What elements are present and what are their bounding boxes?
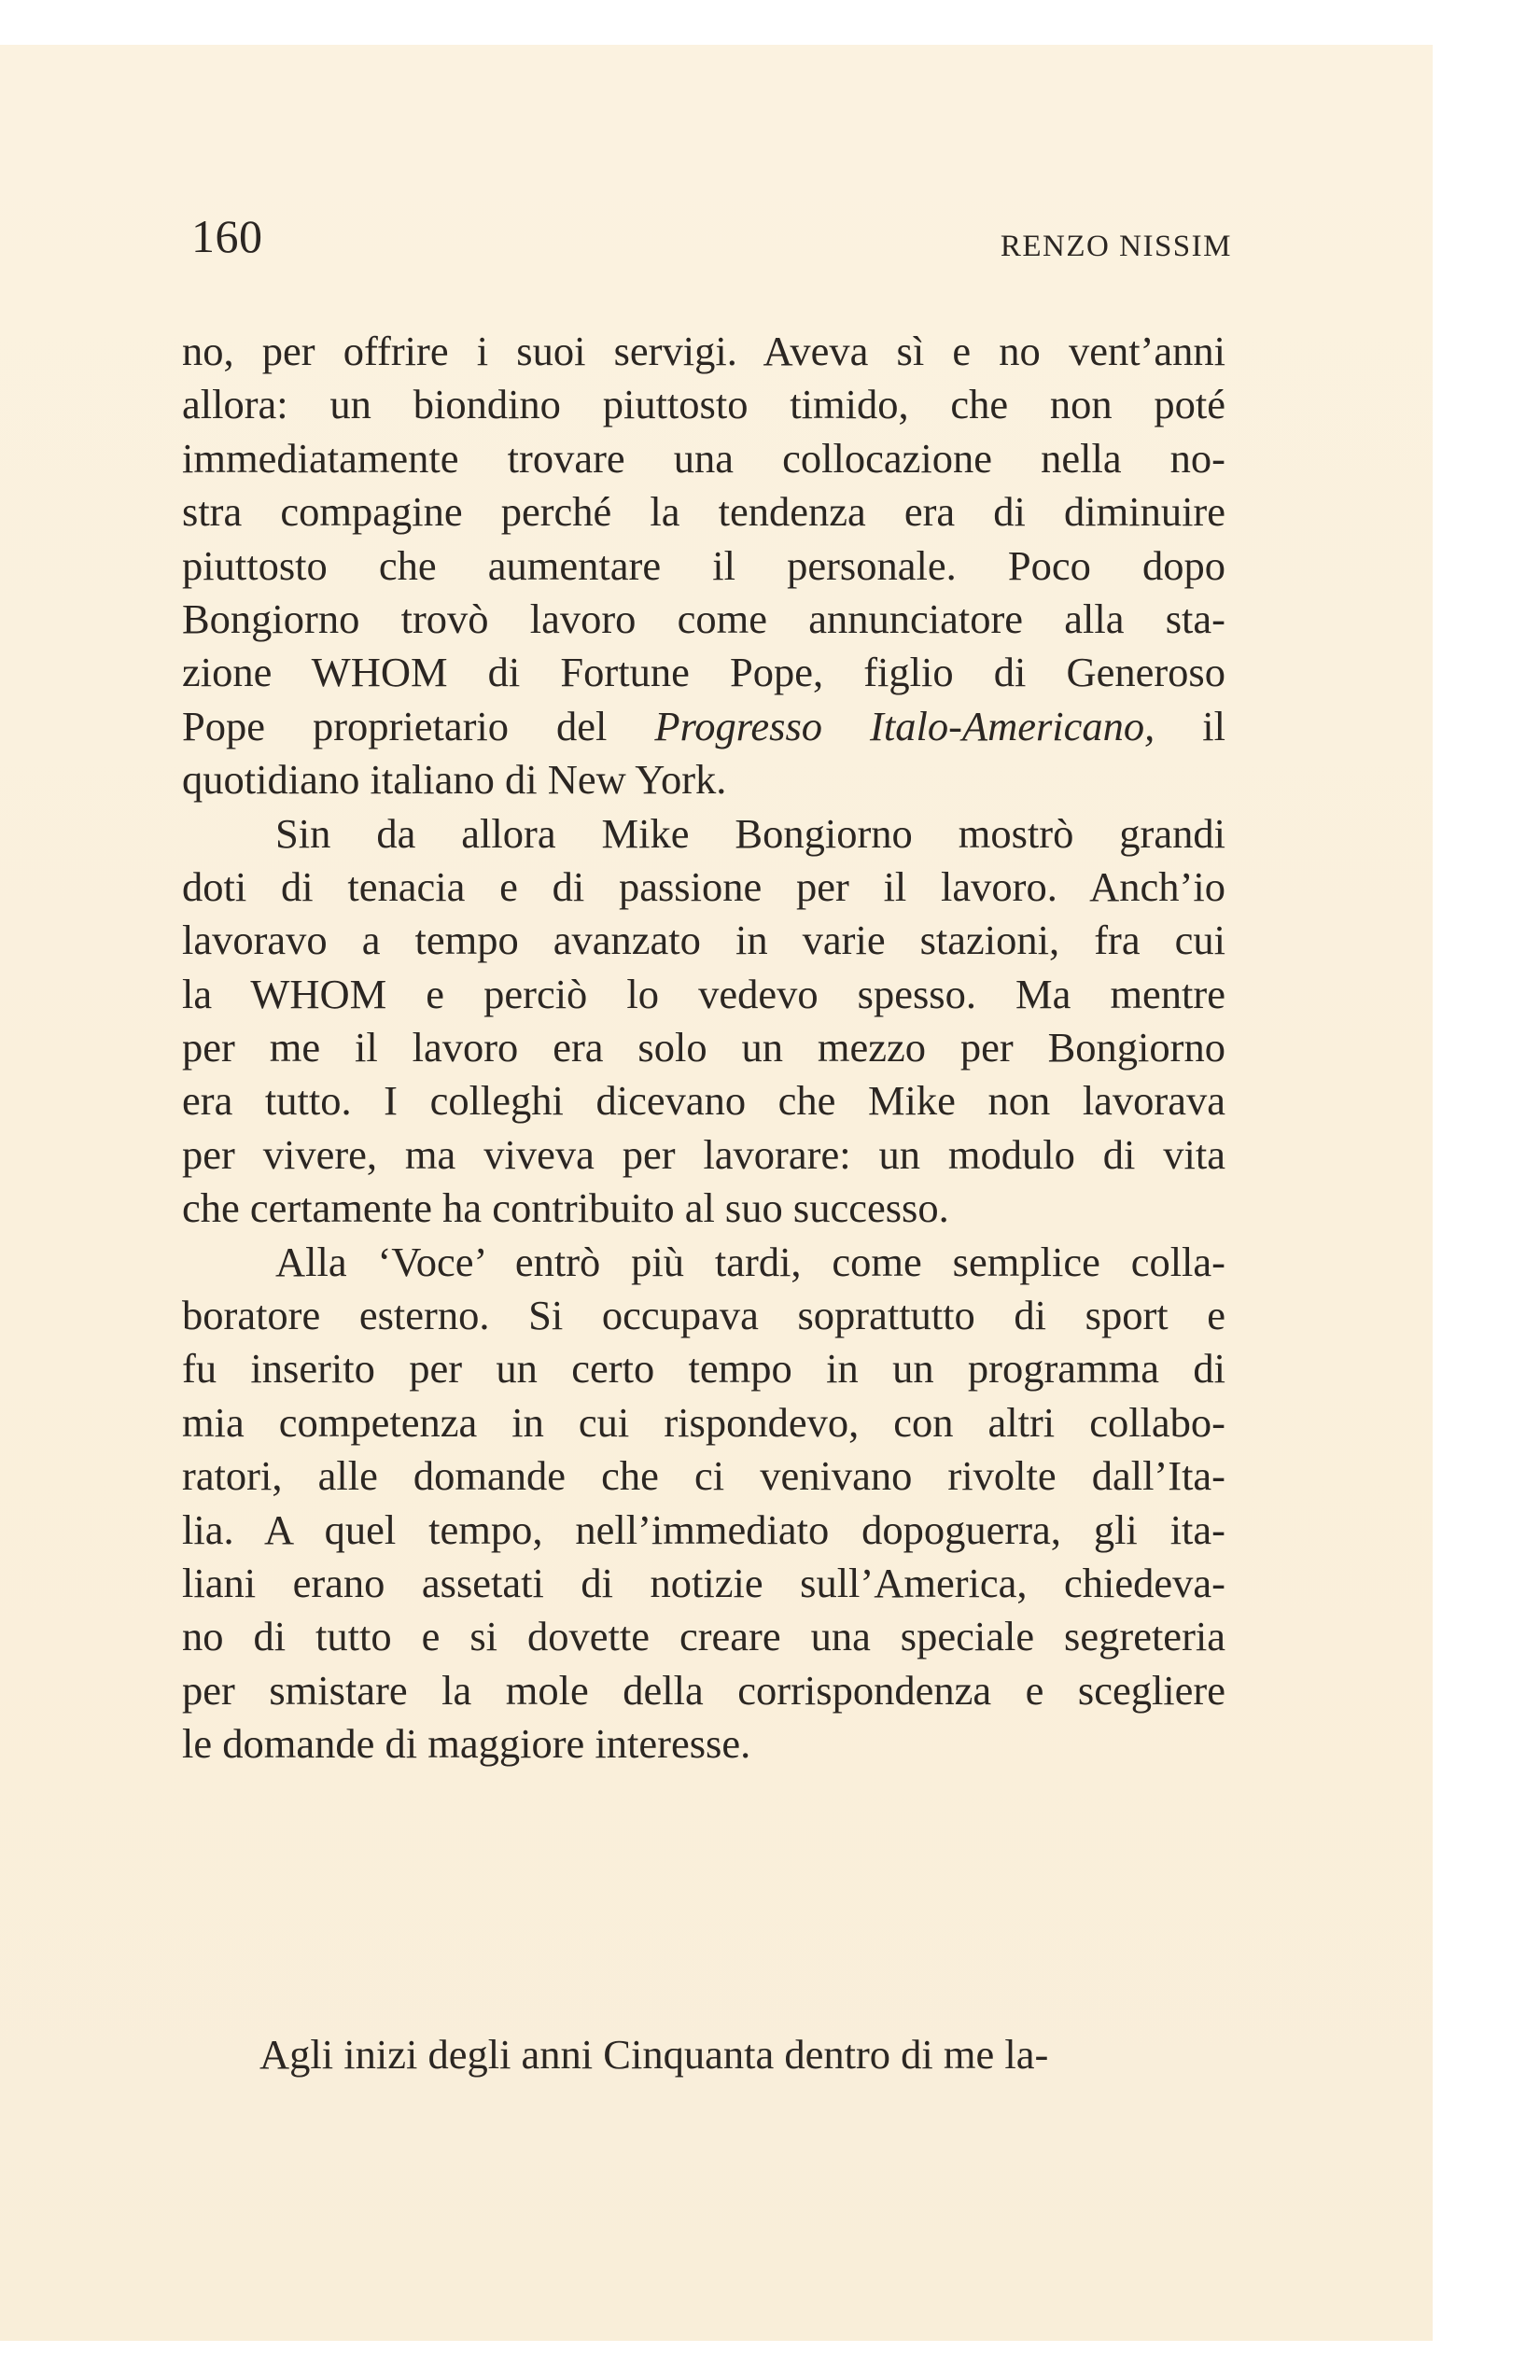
text-line: lia. A quel tempo, nell’immediato dopoguerra, gli ita- xyxy=(182,1505,1225,1553)
text-line: ratori, alle domande che ci venivano rivolte dall’Ita- xyxy=(182,1452,1225,1500)
text-line: Bongiorno trovò lavoro come annunciatore alla sta- xyxy=(182,595,1225,642)
text-line: zione WHOM di Fortune Pope, figlio di Generoso xyxy=(182,649,1225,696)
text-line: liani erano assetati di notizie sull’America, chiedeva- xyxy=(182,1559,1225,1606)
text-line: no di tutto e si dovette creare una speciale segreteria xyxy=(182,1613,1225,1660)
book-page xyxy=(0,45,1433,2341)
running-head: RENZO NISSIM xyxy=(1000,230,1232,263)
paragraph xyxy=(182,325,1225,807)
paragraph xyxy=(182,807,1225,1236)
text-line: per vivere, ma viveva per lavorare: un modulo di vita xyxy=(182,1130,1225,1178)
text-line: boratore esterno. Si occupava soprattutto di sport e xyxy=(182,1292,1225,1339)
text-fragment: il xyxy=(1202,702,1226,749)
text-line: la WHOM e perciò lo vedevo spesso. Ma mentre xyxy=(182,970,1225,1017)
text-line: piuttosto che aumentare il personale. Poco dopo xyxy=(182,541,1225,589)
text-line: doti di tenacia e di passione per il lavoro. Anch’io xyxy=(182,862,1225,910)
body-text xyxy=(182,325,1225,1771)
text-line: stra compagine perché la tendenza era di diminuire xyxy=(182,488,1225,536)
text-line: mia competenza in cui rispondevo, con altri collabo- xyxy=(182,1398,1225,1446)
page-number: 160 xyxy=(191,210,263,262)
text-line: per me il lavoro era solo un mezzo per Bongiorno xyxy=(182,1024,1225,1071)
text-line: che certamente ha contribuito al suo successo. xyxy=(182,1184,949,1232)
text-line: per smistare la mole della corrispondenza e scegliere xyxy=(182,1666,1225,1714)
text-line: quotidiano italiano di New York. xyxy=(182,756,727,804)
text-line: immediatamente trovare una collocazione nella no- xyxy=(182,434,1225,482)
text-line: no, per offrire i suoi servigi. Aveva sì e no vent’anni xyxy=(182,328,1225,374)
text-line: allora: un biondino piuttosto timido, che non poté xyxy=(182,381,1225,428)
text-line: le domande di maggiore interesse. xyxy=(182,1720,751,1768)
text-fragment: Pope proprietario del xyxy=(182,702,608,749)
text-line xyxy=(182,700,1225,753)
closing-line: Agli inizi degli anni Cinquanta dentro di me la- xyxy=(259,2031,1049,2078)
text-line: lavoravo a tempo avanzato in varie stazioni, fra cui xyxy=(182,917,1225,964)
text-line: Alla ‘Voce’ entrò più tardi, come semplice colla- xyxy=(275,1238,1225,1285)
text-line: Sin da allora Mike Bongiorno mostrò grandi xyxy=(275,809,1225,857)
text-line: era tutto. I colleghi dicevano che Mike non lavorava xyxy=(182,1077,1225,1125)
newspaper-title: Progresso Italo-Americano, xyxy=(654,702,1155,749)
paragraph xyxy=(182,1236,1225,1771)
text-line: fu inserito per un certo tempo in un programma di xyxy=(182,1345,1225,1393)
